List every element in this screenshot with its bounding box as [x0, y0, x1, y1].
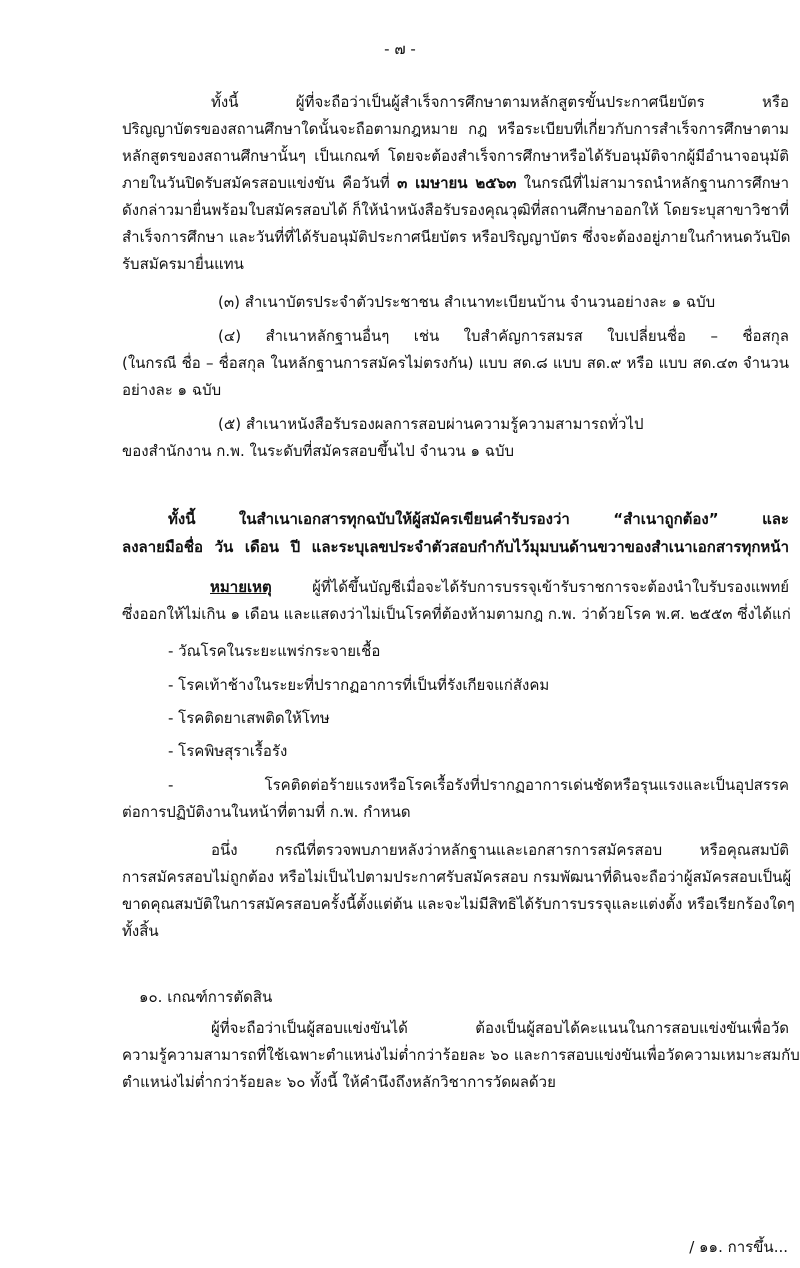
paragraph-line: สำเร็จการศึกษา และวันที่ที่ได้รับอนุมัติประกาศนียบัตร หรือปริญญาบัตร ซึ่งจะต้องอยู่ภายในกำหนดวันปิด	[122, 228, 791, 246]
list-item: - โรคเท้าช้างในระยะที่ปรากฏอาการที่เป็นที่รังเกียจแก่สังคม	[168, 676, 550, 694]
paragraph-line: อย่างละ ๑ ฉบับ	[122, 381, 222, 399]
next-page-marker: / ๑๑. การขึ้น...	[689, 1238, 788, 1256]
paragraph-line: ซึ่งออกให้ไม่เกิน ๑ เดือน และแสดงว่าไม่เป็นโรคที่ต้องห้ามตามกฎ ก.พ. ว่าด้วยโรค พ.ศ. ๒๕๕๓ ซึ่งได้แก่	[122, 605, 791, 623]
paragraph-line: ต่อการปฏิบัติงานในหน้าที่ตามที่ ก.พ. กำหนด	[122, 803, 411, 821]
remark-line	[210, 576, 789, 598]
text-segment: ภายในวันปิดรับสมัครสอบแข่งขัน คือวันที่	[122, 174, 398, 192]
paragraph-line: ดังกล่าวมายื่นพร้อมใบสมัครสอบได้ ก็ให้นำหนังสือรับรองคุณวุฒิที่สถานศึกษาออกให้ โดยระบุสาขาวิชาที่	[122, 201, 789, 219]
list-item: (๕) สำเนาหนังสือรับรองผลการสอบผ่านความรู้ความสามารถทั่วไป	[218, 415, 644, 433]
bold-note: ลงลายมือชื่อ วัน เดือน ปี และระบุเลขประจำตัวสอบกำกับไว้มุมบนด้านขวาของสำเนาเอกสารทุกหน้า	[122, 538, 789, 556]
paragraph-line	[122, 172, 789, 194]
section-heading: ๑๐. เกณฑ์การตัดสิน	[139, 988, 273, 1006]
paragraph-line: ทั้งสิ้น	[122, 922, 159, 940]
paragraph-line: ความรู้ความสามารถที่ใช้เฉพาะตำแหน่งไม่ต่ำกว่าร้อยละ ๖๐ และการสอบแข่งขันเพื่อวัดความเหมาะสมกับ	[122, 1046, 800, 1064]
remark-label: หมายเหตุ	[210, 578, 272, 596]
paragraph-line: อนึ่ง กรณีที่ตรวจพบภายหลังว่าหลักฐานและเอกสารการสมัครสอบ หรือคุณสมบัติ	[211, 841, 789, 859]
list-item: (๔) สำเนาหลักฐานอื่นๆ เช่น ใบสำคัญการสมรส ใบเปลี่ยนชื่อ – ชื่อสกุล	[218, 327, 789, 345]
list-item: - โรคติดต่อร้ายแรงหรือโรคเรื้อรังที่ปรากฏอาการเด่นชัดหรือรุนแรงและเป็นอุปสรรค	[168, 776, 789, 794]
paragraph-line: รับสมัครมายื่นแทน	[122, 255, 244, 273]
page-number: - ๗ -	[384, 40, 416, 58]
paragraph-line: ขาดคุณสมบัติในการสมัครสอบครั้งนี้ตั้งแต่ต้น และจะไม่มีสิทธิได้รับการบรรจุและแต่งตั้ง หรือเรียกร้องใดๆ	[122, 895, 795, 913]
paragraph-line: ตำแหน่งไม่ต่ำกว่าร้อยละ ๖๐ ทั้งนี้ ให้คำนึงถึงหลักวิชาการวัดผลด้วย	[122, 1073, 556, 1091]
closing-date: ๓ เมษายน ๒๕๖๓	[397, 174, 517, 192]
list-item: (๓) สำเนาบัตรประจำตัวประชาชน สำเนาทะเบียนบ้าน จำนวนอย่างละ ๑ ฉบับ	[218, 293, 716, 311]
text-segment: ในกรณีที่ไม่สามารถนำหลักฐานการศึกษา	[516, 174, 789, 192]
paragraph-line: หลักสูตรของสถานศึกษานั้นๆ เป็นเกณฑ์ โดยจะต้องสำเร็จการศึกษาหรือได้รับอนุมัติจากผู้มีอำนาจอนุมัติ	[122, 147, 789, 165]
text-segment: ผู้ที่ได้ขึ้นบัญชีเมื่อจะได้รับการบรรจุเข้ารับราชการจะต้องนำใบรับรองแพทย์	[271, 578, 789, 596]
paragraph-line: การสมัครสอบไม่ถูกต้อง หรือไม่เป็นไปตามประกาศรับสมัครสอบ กรมพัฒนาที่ดินจะถือว่าผู้สมัครสอบเป็นผู้	[122, 868, 792, 886]
paragraph-line: ปริญญาบัตรของสถานศึกษาใดนั้นจะถือตามกฎหมาย กฎ หรือระเบียบที่เกี่ยวกับการสำเร็จการศึกษาตาม	[122, 120, 789, 138]
paragraph-line: (ในกรณี ชื่อ – ชื่อสกุล ในหลักฐานการสมัครไม่ตรงกัน) แบบ สด.๘ แบบ สด.๙ หรือ แบบ สด.๔๓ จำนวน	[122, 354, 789, 372]
list-item: - โรคพิษสุราเรื้อรัง	[168, 742, 288, 760]
paragraph-line: ทั้งนี้ ผู้ที่จะถือว่าเป็นผู้สำเร็จการศึกษาตามหลักสูตรขั้นประกาศนียบัตร หรือ	[211, 93, 789, 111]
bold-note: ทั้งนี้ ในสำเนาเอกสารทุกฉบับให้ผู้สมัครเขียนคำรับรองว่า “สำเนาถูกต้อง” และ	[168, 510, 789, 528]
paragraph-line: ผู้ที่จะถือว่าเป็นผู้สอบแข่งขันได้ ต้องเป็นผู้สอบได้คะแนนในการสอบแข่งขันเพื่อวัด	[211, 1019, 789, 1037]
list-item: - วัณโรคในระยะแพร่กระจายเชื้อ	[168, 642, 381, 660]
paragraph-line: ของสำนักงาน ก.พ. ในระดับที่สมัครสอบขึ้นไป จำนวน ๑ ฉบับ	[122, 442, 515, 460]
list-item: - โรคติดยาเสพติดให้โทษ	[168, 709, 330, 727]
